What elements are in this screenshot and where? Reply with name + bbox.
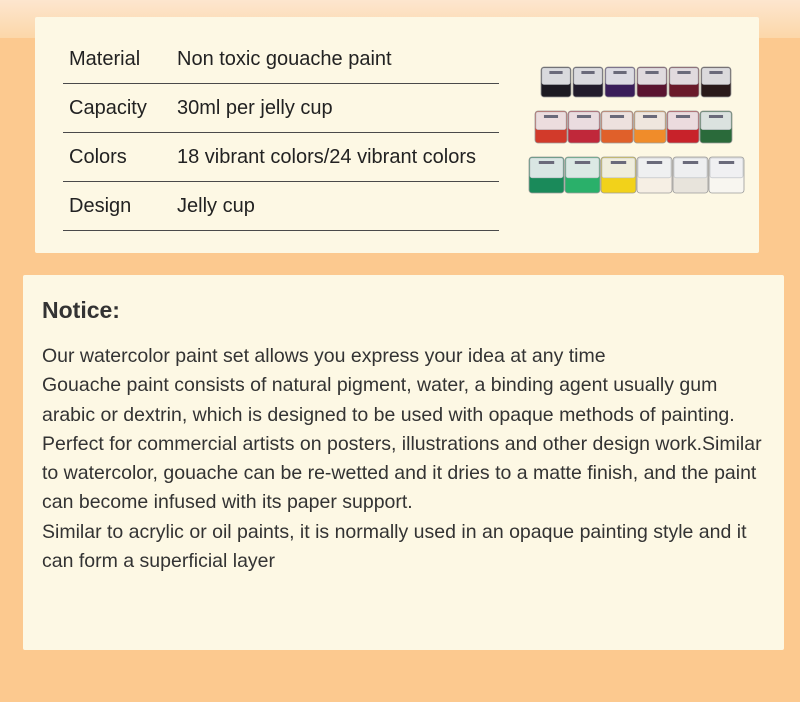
paint-cup <box>673 157 708 193</box>
spec-row-colors <box>63 133 499 182</box>
spec-label: Design <box>69 194 132 217</box>
paint-cup <box>709 157 744 193</box>
spec-row-material <box>63 35 499 84</box>
paint-cup <box>634 111 666 143</box>
spec-label: Material <box>69 47 141 70</box>
paint-cup <box>568 111 600 143</box>
paint-cup <box>637 67 667 97</box>
paint-cup <box>573 67 603 97</box>
paint-cup <box>541 67 571 97</box>
paint-cup <box>637 157 672 193</box>
notice-title: Notice: <box>42 297 120 323</box>
spec-value: Non toxic gouache paint <box>177 47 392 70</box>
paint-cup <box>601 157 636 193</box>
spec-value: 30ml per jelly cup <box>177 96 333 119</box>
spec-row-capacity <box>63 84 499 133</box>
paint-cup <box>565 157 600 193</box>
spec-label: Capacity <box>69 96 147 119</box>
paint-cup <box>669 67 699 97</box>
notice-text: Our watercolor paint set allows you express your idea at any time Gouache paint consists of natural pigment, water, a binding agent usually gum arabic or dextrin, which is designed to be used with opaque methods of painting. Perfect for commercial artists on posters, illustrations and other design work.Similar to watercolor, gouache can be re-wetted and it dries to a matte finish, and the paint can become infused with its paper support. Similar to acrylic or oil paints, it is normally used in an opaque painting style and it can form a superficial layer <box>42 345 762 573</box>
paint-cup <box>605 67 635 97</box>
spec-table <box>63 35 499 231</box>
spec-value: Jelly cup <box>177 194 255 217</box>
notice-card <box>23 275 784 650</box>
spec-card <box>35 17 759 253</box>
spec-label: Colors <box>69 145 127 168</box>
spec-value: 18 vibrant colors/24 vibrant colors <box>177 145 477 168</box>
jelly-cup-paint-image <box>527 61 759 211</box>
paint-cup <box>700 111 732 143</box>
paint-cup <box>535 111 567 143</box>
paint-cup <box>529 157 564 193</box>
spec-row-design <box>63 182 499 231</box>
paint-cup <box>667 111 699 143</box>
paint-cup <box>701 67 731 97</box>
paint-cup <box>601 111 633 143</box>
